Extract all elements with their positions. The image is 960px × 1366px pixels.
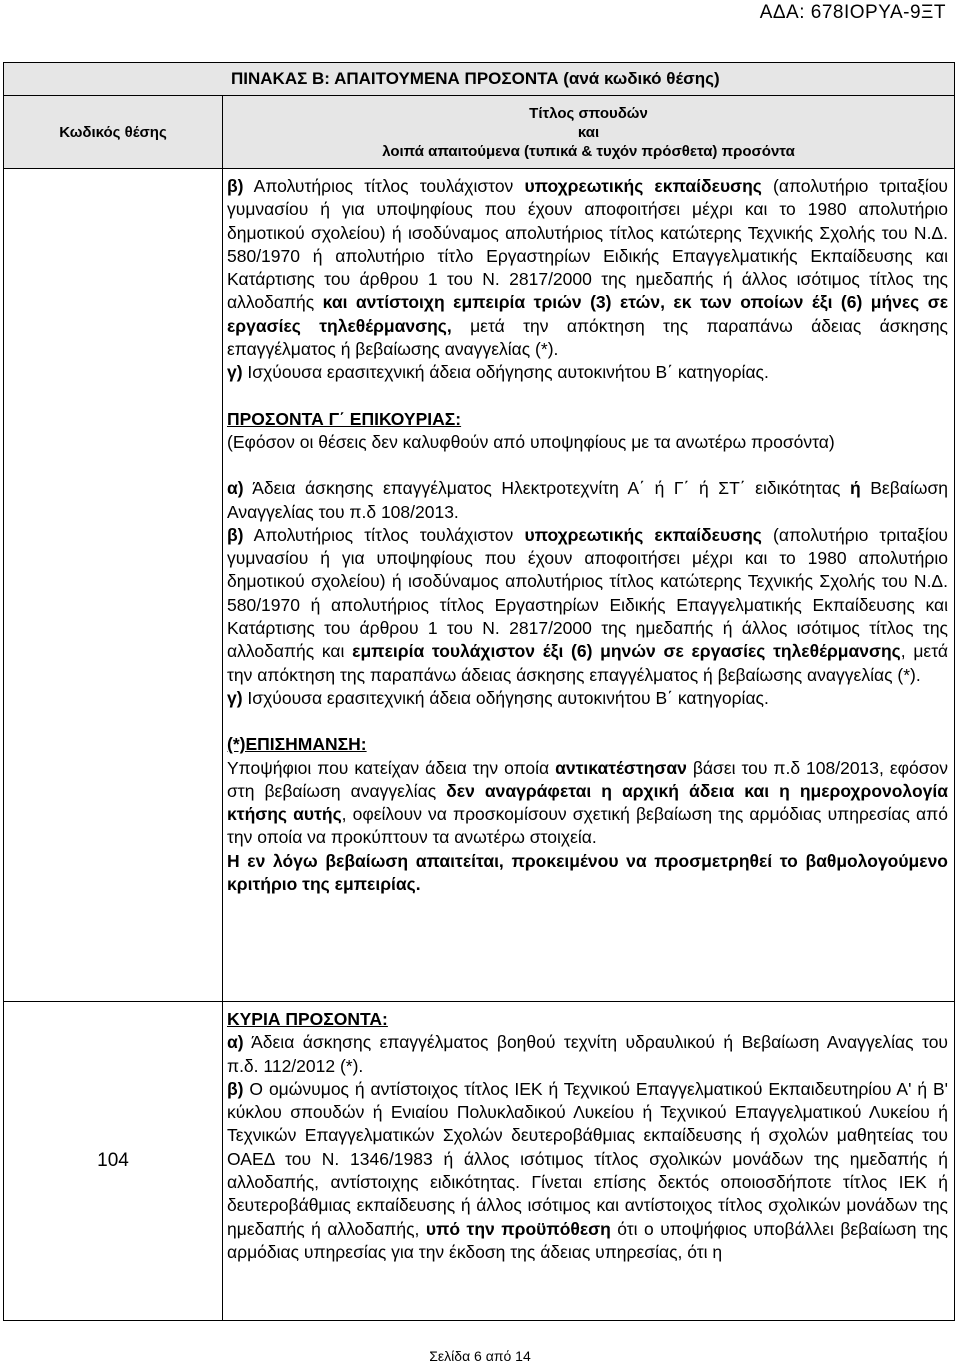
item-label: α) bbox=[227, 478, 244, 499]
requirements-table bbox=[3, 62, 955, 1321]
main-item-b bbox=[227, 1078, 948, 1264]
gamma-item-a bbox=[227, 477, 948, 524]
item-label: γ) bbox=[227, 687, 243, 708]
item-bold: υποχρεωτικής εκπαίδευσης bbox=[524, 524, 762, 545]
item-text: Υποψήφιοι που κατείχαν άδεια την οποία bbox=[227, 757, 556, 778]
item-bold: ή bbox=[849, 478, 861, 499]
item-text: Απολυτήριος τίτλος τουλάχιστον bbox=[243, 524, 525, 545]
ada-code: ΑΔΑ: 678ΙΟΡΥΑ-9ΞΤ bbox=[759, 2, 946, 23]
item-c bbox=[227, 361, 948, 384]
table-row bbox=[4, 1002, 955, 1321]
gamma-item-c bbox=[227, 687, 948, 710]
item-text: μετά την απόκτηση της παραπάνω άδειας άσκησης επαγγέλματος ή βεβαίωσης αναγγελίας (*). bbox=[227, 315, 948, 360]
note-text bbox=[227, 757, 948, 850]
table-title: ΠΙΝΑΚΑΣ Β: ΑΠΑΙΤΟΥΜΕΝΑ ΠΡΟΣΟΝΤΑ (ανά κωδικό θέσης) bbox=[4, 63, 955, 96]
gamma-item-b bbox=[227, 524, 948, 687]
item-label: α) bbox=[227, 1032, 244, 1053]
item-text: (απολυτήριο τριταξίου γυμνασίου ή για υποψηφίους που έχουν αποφοιτήσει μέχρι και το 1980 απολυτήριο δημοτικού σχολείου) ή ισοδύναμος απολυτήριος τίτλος κατώτερης Τεχνικής Σχολής του Ν.Δ. 580/1970 ή απολυτήριο τίτλο Εργαστηρίων Ειδικής Επαγγελματικής Εκπαίδευσης και Κατάρτισης του άρθρου 1 του Ν. 2817/2000 της ημεδαπής ή άλλος ισότιμος τίτλος της αλλοδαπής bbox=[227, 176, 948, 313]
item-text: Βεβαίωση Αναγγελίας του π.δ 108/2013. bbox=[227, 478, 948, 522]
item-bold: δεν αναγράφεται η αρχική άδεια και η ημεροχρονολογία κτήσης αυτής bbox=[227, 780, 948, 825]
item-bold: εμπειρία τουλάχιστον έξι (6) μηνών σε εργασίες τηλεθέρμανσης bbox=[352, 641, 901, 662]
section-heading: ΚΥΡΙΑ ΠΡΟΣΟΝΤΑ: bbox=[227, 1009, 388, 1029]
item-text: , οφείλουν να προσκομίσουν σχετική βεβαίωση της αρμόδιας υπηρεσίας από την οποία να προκύπτουν τα ανωτέρω στοιχεία. bbox=[227, 804, 948, 848]
table-header-row bbox=[4, 96, 955, 169]
column-header-title-line-2: και bbox=[577, 123, 600, 141]
position-code: 104 bbox=[4, 1002, 223, 1321]
item-text: Άδεια άσκησης επαγγέλματος Ηλεκτροτεχνίτη Α΄ ή Γ΄ ή ΣΤ΄ ειδικότητας bbox=[243, 478, 850, 499]
column-header-title-line-3: λοιπά απαιτούμενα (τυπικά & τυχόν πρόσθετα) προσόντα bbox=[382, 142, 795, 160]
item-text: Ισχύουσα ερασιτεχνική άδεια οδήγησης αυτοκινήτου Β΄ κατηγορίας. bbox=[242, 362, 769, 383]
section-heading: ΠΡΟΣΟΝΤΑ Γ΄ ΕΠΙΚΟΥΡΙΑΣ: bbox=[227, 408, 462, 429]
column-header-title-line-1: Τίτλος σπουδών bbox=[529, 104, 648, 122]
item-text: Άδεια άσκησης επαγγέλματος βοηθού τεχνίτη υδραυλικού ή Βεβαίωση Αναγγελίας του π.δ. 112/2012 (*). bbox=[227, 1032, 948, 1076]
item-label: β) bbox=[227, 176, 244, 196]
item-text: , μετά την απόκτηση της παραπάνω άδειας άσκησης επαγγέλματος ή βεβαίωσης αναγγελίας (*). bbox=[227, 641, 948, 685]
code-cell-empty bbox=[4, 169, 223, 1002]
item-label: γ) bbox=[227, 362, 243, 383]
section-heading: (*)ΕΠΙΣΗΜΑΝΣΗ: bbox=[227, 734, 367, 755]
qualifications-cell bbox=[223, 1002, 955, 1321]
item-bold: αντικατέστησαν bbox=[555, 757, 687, 778]
note-heading bbox=[227, 733, 948, 756]
item-bold: και αντίστοιχη εμπειρία τριών (3) ετών, εκ των οποίων έξι (6) μήνες σε εργασίες τηλεθέρμανσης, bbox=[227, 292, 949, 336]
item-bold: υποχρεωτικής εκπαίδευσης bbox=[524, 176, 762, 196]
table-row bbox=[4, 169, 955, 1002]
note-final bbox=[227, 850, 948, 897]
gamma-heading bbox=[227, 408, 948, 431]
main-heading bbox=[227, 1008, 948, 1031]
table-title-row bbox=[4, 63, 955, 96]
item-b bbox=[227, 175, 948, 361]
column-header-code: Κωδικός θέσης bbox=[4, 96, 223, 169]
item-text: Ο ομώνυμος ή αντίστοιχος τίτλος ΙΕΚ ή Τεχνικού Επαγγελματικού Εκπαιδευτηρίου Α' ή Β' κύκλου σπουδών ή Ενιαίου Πολυκλαδικού Λυκείου ή Τεχνικού Επαγγελματικού Λυκείου ή Τεχνικών Επαγγελματικών Σχολών δευτεροβάθμιας εκπαίδευσης ή σχολών μαθητείας του ΟΑΕΔ του Ν. 1346/1983 ή άλλος ισότιμος τίτλος σχολικών μονάδων της ημεδαπής ή αλλοδαπής, αντίστοιχης ειδικότητας. Γίνεται επίσης δεκτός οποιοσδήποτε τίτλος ΙΕΚ ή δευτεροβάθμιας εκπαίδευσης ή άλλος ισότιμος και αντίστοιχος τίτλος σχολικών μονάδων της ημεδαπής ή αλλοδαπής, bbox=[227, 1078, 948, 1239]
main-item-a bbox=[227, 1031, 948, 1078]
item-text: (απολυτήριο τριταξίου γυμνασίου ή για υποψηφίους που έχουν αποφοιτήσει μέχρι και το 1980 απολυτήριο δημοτικού σχολείου) ή ισοδύναμος απολυτήριος τίτλος κατώτερης Τεχνικής Σχολής του Ν.Δ. 580/1970 ή απολυτήριος τίτλος Εργαστηρίων Ειδικής Επαγγελματικής Εκπαίδευσης και Κατάρτισης του άρθρου 1 του Ν. 2817/2000 της ημεδαπής ή άλλος ισότιμος τίτλος της αλλοδαπής και bbox=[227, 524, 948, 662]
item-text: βάσει του π.δ 108/2013, εφόσον στη βεβαίωση αναγγελίας bbox=[227, 757, 948, 801]
qualifications-cell bbox=[223, 169, 955, 1002]
item-label: β) bbox=[227, 524, 244, 545]
item-text: Απολυτήριος τίτλος τουλάχιστον bbox=[243, 176, 525, 196]
item-text: ότι ο υποψήφιος υποβάλλει βεβαίωση της αρμόδιας υπηρεσίας για την έκδοση της άδειας υπηρεσίας, ότι η bbox=[227, 1218, 948, 1262]
item-bold: υπό την προϋπόθεση bbox=[425, 1218, 611, 1239]
item-bold: Η εν λόγω βεβαίωση απαιτείται, προκειμένου να προσμετρηθεί το βαθμολογούμενο κριτήριο της εμπειρίας. bbox=[227, 850, 948, 895]
item-text: Ισχύουσα ερασιτεχνική άδεια οδήγησης αυτοκινήτου Β΄ κατηγορίας. bbox=[242, 687, 769, 708]
column-header-title bbox=[223, 96, 955, 169]
item-label: β) bbox=[227, 1078, 244, 1099]
page-number: Σελίδα 6 από 14 bbox=[429, 1348, 531, 1364]
gamma-note: (Εφόσον οι θέσεις δεν καλυφθούν από υποψηφίους με τα ανωτέρω προσόντα) bbox=[227, 431, 835, 452]
